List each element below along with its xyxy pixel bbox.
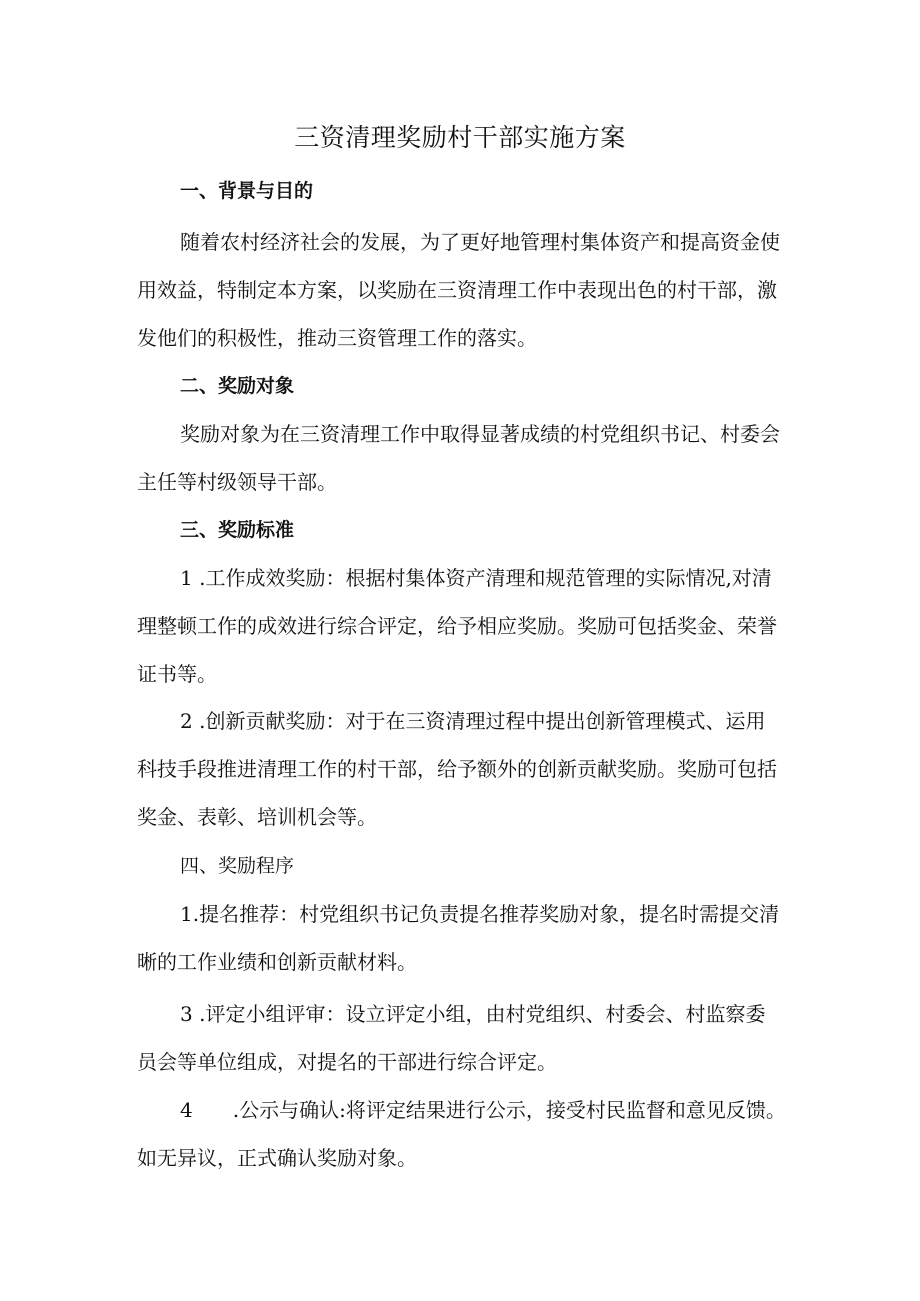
paragraph-line: 用效益，特制定本方案，以奖励在三资清理工作中表现出色的村干部，激	[137, 278, 777, 302]
document-title: 三资清理奖励村干部实施方案	[294, 123, 626, 152]
procedure-item-3	[137, 990, 787, 1086]
procedure-item-4	[137, 1086, 787, 1182]
paragraph-line: 证书等。	[137, 662, 217, 686]
paragraph-line: 主任等村级领导干部。	[137, 470, 337, 494]
paragraph-line: 员会等单位组成，对提名的干部进行综合评定。	[137, 1050, 557, 1074]
section-heading-standards: 三、奖励标准	[180, 519, 295, 541]
section-heading-targets: 二、奖励对象	[180, 375, 295, 397]
section-heading-procedure: 四、奖励程序	[180, 855, 295, 877]
section-paragraph-targets	[137, 410, 787, 506]
paragraph-line: 4 .公示与确认:将评定结果进行公示，接受村民监督和意见反馈。	[180, 1098, 786, 1122]
paragraph-line: 3 .评定小组评审：设立评定小组，由村党组织、村委会、村监察委	[180, 1002, 766, 1026]
standards-item-2	[137, 697, 787, 841]
paragraph-line: 发他们的积极性，推动三资管理工作的落实。	[137, 326, 537, 350]
paragraph-line: 1.提名推荐：村党组织书记负责提名推荐奖励对象，提名时需提交清	[180, 902, 780, 926]
paragraph-line: 科技手段推进清理工作的村干部，给予额外的创新贡献奖励。奖励可包括	[137, 757, 777, 781]
paragraph-line: 奖励对象为在三资清理工作中取得显著成绩的村党组织书记、村委会	[180, 422, 780, 446]
paragraph-line: 理整顿工作的成效进行综合评定，给予相应奖励。奖励可包括奖金、荣誉	[137, 614, 777, 638]
section-heading-background: 一、背景与目的	[180, 180, 314, 202]
section-paragraph-background	[137, 218, 787, 362]
paragraph-line: 如无异议，正式确认奖励对象。	[137, 1146, 417, 1170]
standards-item-1	[137, 554, 787, 698]
procedure-item-1	[137, 890, 787, 986]
paragraph-line: 奖金、表彰、培训机会等。	[137, 805, 377, 829]
paragraph-line: 晰的工作业绩和创新贡献材料。	[137, 950, 417, 974]
paragraph-line: 随着农村经济社会的发展，为了更好地管理村集体资产和提高资金使	[180, 230, 780, 254]
paragraph-line: 1 .工作成效奖励：根据村集体资产清理和规范管理的实际情况,对清	[180, 566, 772, 590]
paragraph-line: 2 .创新贡献奖励：对于在三资清理过程中提出创新管理模式、运用	[180, 709, 766, 733]
